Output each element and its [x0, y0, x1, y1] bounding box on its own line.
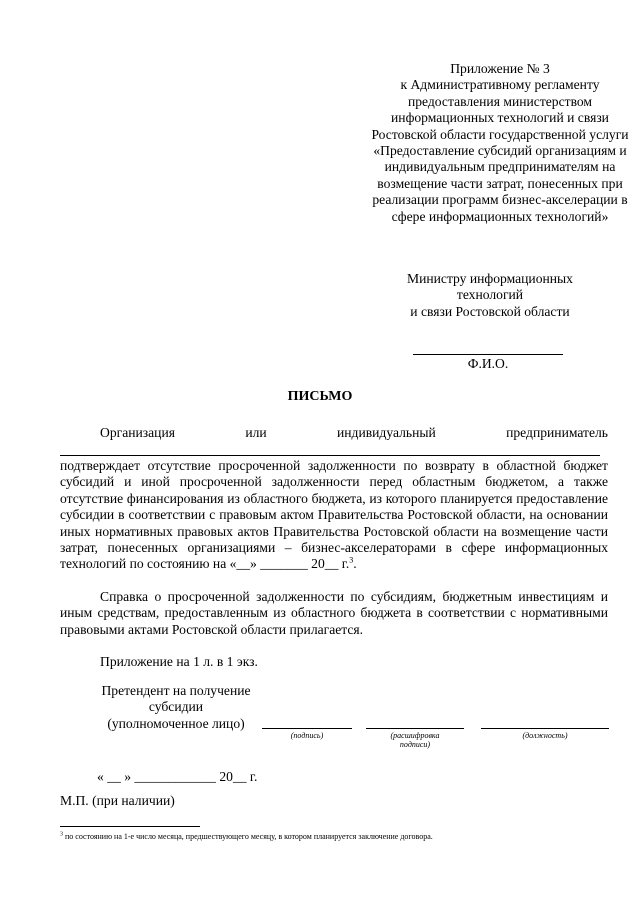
decoding-caption-line: подписи)	[399, 740, 431, 749]
signature-line	[262, 728, 352, 729]
annex-line: Приложение № 3	[450, 61, 550, 76]
org-line	[60, 425, 608, 441]
org-word: предприниматель	[506, 425, 608, 440]
org-word: Организация	[100, 425, 175, 440]
paragraph-2-text: Справка о просроченной задолженности по субсидиям, бюджетным инвестициям и иным средствам, предоставленным из областного бюджета в соответствии с нормативными правовыми актами Ростовской области прилагается.	[60, 589, 608, 637]
footnote-text: по состоянию на 1-е число месяца, предшествующего месяцу, в котором планируется заключение договора.	[63, 832, 433, 841]
date-line: « __ » ____________ 20__ г.	[97, 769, 258, 784]
addressee-block	[385, 271, 595, 320]
position-line	[481, 728, 609, 729]
footnote	[60, 832, 620, 842]
period: .	[353, 556, 357, 572]
annex-line: индивидуальным предпринимателям на	[384, 159, 616, 175]
annex-line: Ростовской области государственной услуги	[371, 126, 629, 142]
annex-header	[300, 61, 640, 225]
annex-line: сфере информационных технологий»	[391, 208, 609, 224]
body-paragraph-2	[60, 589, 608, 638]
letter-title: ПИСЬМО	[287, 389, 353, 404]
annex-line: информационных технологий и связи	[391, 110, 609, 126]
applicant-line: (уполномоченное лицо)	[107, 715, 245, 731]
body-paragraph-1	[60, 458, 608, 573]
decoding-line	[366, 728, 464, 729]
addressee-line: Министру информационных	[407, 271, 573, 286]
addressee-line: и связи Ростовской области	[410, 303, 570, 319]
attachment-note: Приложение на 1 л. в 1 экз.	[100, 654, 258, 669]
footnote-ref: 3	[349, 555, 354, 565]
decoding-caption	[366, 731, 464, 749]
annex-line: «Предоставление субсидий организациям и	[373, 143, 627, 159]
signature-caption: (подпись)	[290, 731, 324, 740]
decoding-caption-line: (расшифровка	[390, 731, 440, 740]
applicant-line: субсидии	[148, 699, 204, 715]
annex-line: предоставления министерством	[407, 93, 593, 109]
footnote-number: 3	[60, 831, 63, 838]
annex-line: возмещение части затрат, понесенных при	[377, 175, 623, 191]
org-word: индивидуальный	[336, 425, 436, 440]
annex-line: реализации программ бизнес-акселерации в	[372, 192, 628, 208]
applicant-line: Претендент на получение	[101, 683, 251, 698]
fio-blank-line	[413, 354, 563, 355]
applicant-label	[60, 683, 292, 732]
org-word: или	[245, 425, 267, 440]
footnote-separator	[60, 826, 200, 827]
addressee-line: технологий	[456, 287, 524, 303]
annex-line: к Административному регламенту	[400, 77, 600, 93]
fio-label: Ф.И.О.	[467, 356, 509, 371]
seal-note: М.П. (при наличии)	[60, 793, 175, 808]
position-caption: (должность)	[522, 731, 568, 740]
paragraph-1-text: подтверждает отсутствие просроченной задолженности по возврату в областной бюджет субсидий и иной просроченной задолженности перед областным бюджетом, а также отсутствие финансирования из областного бюджета, из которого планируется предоставление субсидии в соответствии с правовым актом Правительства Ростовской области, на основании иных нормативных правовых актов Правительства Ростовской области на возмещение части затрат, понесенных организациями – бизнес-акселераторами в сфере информационных технологий по состоянию на «__» _______ 20__ г.	[60, 458, 608, 572]
org-blank-line	[60, 455, 600, 456]
